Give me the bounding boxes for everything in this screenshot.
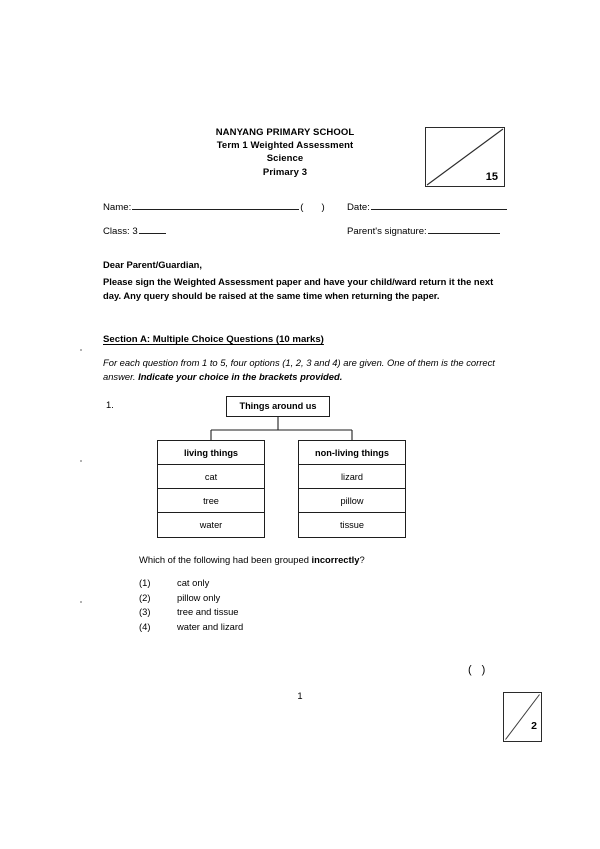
instructions-text: For each question from 1 to 5, four options (1, 2, 3 and 4) are given. One of them is the correct answer.: [103, 357, 495, 382]
parent-signature-rule[interactable]: [428, 224, 500, 234]
scan-artifact: [80, 601, 82, 603]
option-key: (2): [139, 591, 151, 603]
tree-item: water: [199, 520, 223, 530]
total-marks-box: [425, 127, 505, 187]
tree-branch-living-things: [157, 440, 265, 538]
option-row[interactable]: [139, 591, 243, 606]
date-field[interactable]: [347, 200, 508, 214]
tree-branch-heading: living things: [158, 441, 264, 465]
letter-body: Please sign the Weighted Assessment paper and have your child/ward return it the next day. Any query should be raised at the same time when returning the paper.: [103, 276, 494, 302]
tree-root-node: [226, 396, 330, 417]
option-row[interactable]: [139, 576, 243, 591]
tree-root-label: Things around us: [239, 400, 317, 411]
diagonal-slash-icon: [504, 693, 541, 741]
classification-tree-diagram: [140, 392, 430, 542]
option-key: (1): [139, 577, 151, 588]
parent-signature-label: Parent's signature:: [347, 226, 427, 237]
answer-bracket-close: ): [481, 664, 496, 676]
tree-branch-non-living-things: [298, 440, 406, 538]
page-marks-box: [503, 692, 542, 742]
option-label: water and lizard: [177, 620, 244, 632]
option-label: cat only: [177, 577, 210, 588]
section-a-heading: Section A: Multiple Choice Questions (10 marks): [103, 334, 324, 345]
paper-header: [155, 126, 415, 179]
total-marks-value: 15: [485, 171, 498, 183]
tree-item: tree: [158, 489, 264, 513]
letter-salutation: Dear Parent/Guardian,: [103, 259, 202, 270]
assessment-title: Term 1 Weighted Assessment: [216, 140, 354, 152]
page-marks-value: 2: [531, 719, 537, 732]
subject-name: Science: [266, 153, 304, 165]
page-number: 1: [297, 690, 303, 701]
question-options-list: [139, 576, 243, 634]
option-row[interactable]: [139, 620, 243, 635]
question-stem-tail: ?: [359, 554, 365, 565]
tree-item: lizard: [299, 465, 405, 489]
name-label: Name:: [103, 202, 132, 213]
tree-item: pillow: [299, 489, 405, 513]
tree-branch-heading: non-living things: [299, 441, 405, 465]
tree-item: tissue: [339, 520, 364, 530]
option-row[interactable]: [139, 605, 243, 620]
section-a-instructions: [103, 356, 508, 384]
answer-bracket-open: (: [468, 664, 482, 676]
index-bracket-open: (: [300, 202, 304, 213]
name-field[interactable]: [103, 200, 325, 214]
option-key: (4): [139, 620, 151, 632]
option-key: (3): [139, 606, 151, 618]
level-name: Primary 3: [262, 166, 308, 178]
school-name: NANYANG PRIMARY SCHOOL: [215, 127, 355, 138]
parent-signature-field[interactable]: [347, 224, 501, 238]
option-label: tree and tissue: [177, 606, 239, 618]
question-stem: [139, 554, 365, 565]
question-stem-emphasis: incorrectly: [311, 554, 360, 565]
scan-artifact: [80, 349, 82, 351]
class-label: Class: 3: [103, 226, 138, 237]
date-input-rule[interactable]: [371, 200, 507, 210]
date-label: Date:: [347, 202, 370, 213]
class-input-rule[interactable]: [139, 224, 166, 234]
answer-bracket[interactable]: [468, 664, 495, 676]
name-input-rule[interactable]: [132, 200, 299, 210]
option-label: pillow only: [177, 591, 221, 603]
question-stem-text: Which of the following had been grouped: [139, 554, 312, 565]
tree-item: cat: [158, 465, 264, 489]
instructions-emphasis: Indicate your choice in the brackets provided.: [138, 371, 343, 382]
index-bracket-close: ): [321, 202, 325, 213]
question-number: 1.: [106, 399, 114, 410]
scan-artifact: [80, 460, 82, 462]
class-field[interactable]: [103, 224, 167, 238]
